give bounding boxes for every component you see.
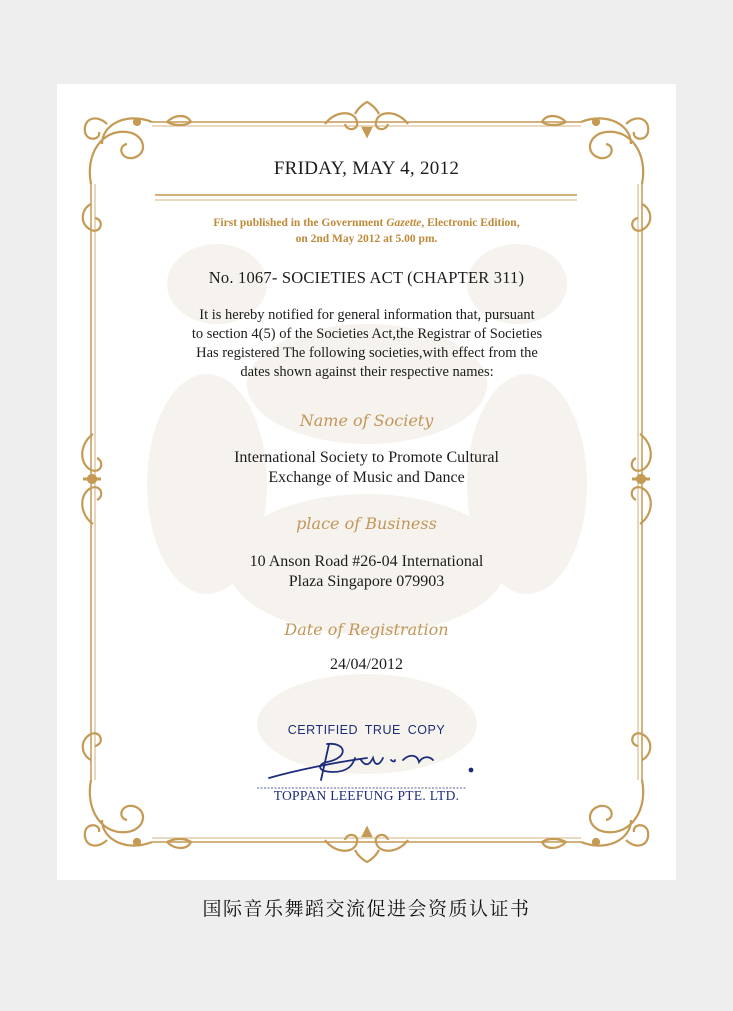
gazette-suffix: , Electronic Edition, — [421, 217, 520, 229]
gazette-line-1 — [57, 215, 676, 231]
business-address — [57, 552, 676, 592]
notice-line: Has registered The following societies,with effect from the — [196, 345, 538, 361]
notice-date: FRIDAY, MAY 4, 2012 — [273, 158, 460, 179]
registration-date: 24/04/2012 — [330, 656, 403, 673]
address-line: 10 Anson Road #26-04 International — [249, 553, 484, 570]
top-crest-icon — [325, 828, 408, 862]
notice-line: to section 4(5) of the Societies Act,the Registrar of Societies — [191, 326, 543, 342]
society-name — [57, 448, 676, 488]
gazette-prefix: First published in the Government — [213, 217, 387, 229]
date-of-registration-heading: Date of Registration — [284, 620, 449, 639]
page-caption: 国际音乐舞蹈交流促进会资质认证书 — [202, 898, 531, 920]
gazette-italic: Gazette — [386, 217, 422, 229]
name-of-society-heading: Name of Society — [299, 411, 434, 430]
notice-line: dates shown against their respective names: — [240, 364, 494, 380]
notice-line: It is hereby notified for general information that, pursuant — [199, 307, 535, 323]
society-name-line: Exchange of Music and Dance — [268, 469, 465, 486]
certified-true-copy-label: CERTIFIED TRUE COPY — [287, 723, 446, 737]
notice-number: No. 1067- SOCIETIES ACT (CHAPTER 311) — [208, 268, 525, 287]
top-crest-icon — [325, 102, 408, 136]
gazette-note — [57, 215, 676, 247]
company-name: TOPPAN LEEFUNG PTE. LTD. — [273, 788, 460, 803]
gazette-line-2: on 2nd May 2012 at 5.00 pm. — [295, 233, 438, 245]
signature-icon — [257, 736, 487, 791]
address-line: Plaza Singapore 079903 — [288, 573, 445, 590]
notice-paragraph — [147, 306, 587, 382]
certificate — [57, 84, 676, 880]
place-of-business-heading: place of Business — [296, 514, 437, 533]
society-name-line: International Society to Promote Cultural — [234, 449, 499, 466]
